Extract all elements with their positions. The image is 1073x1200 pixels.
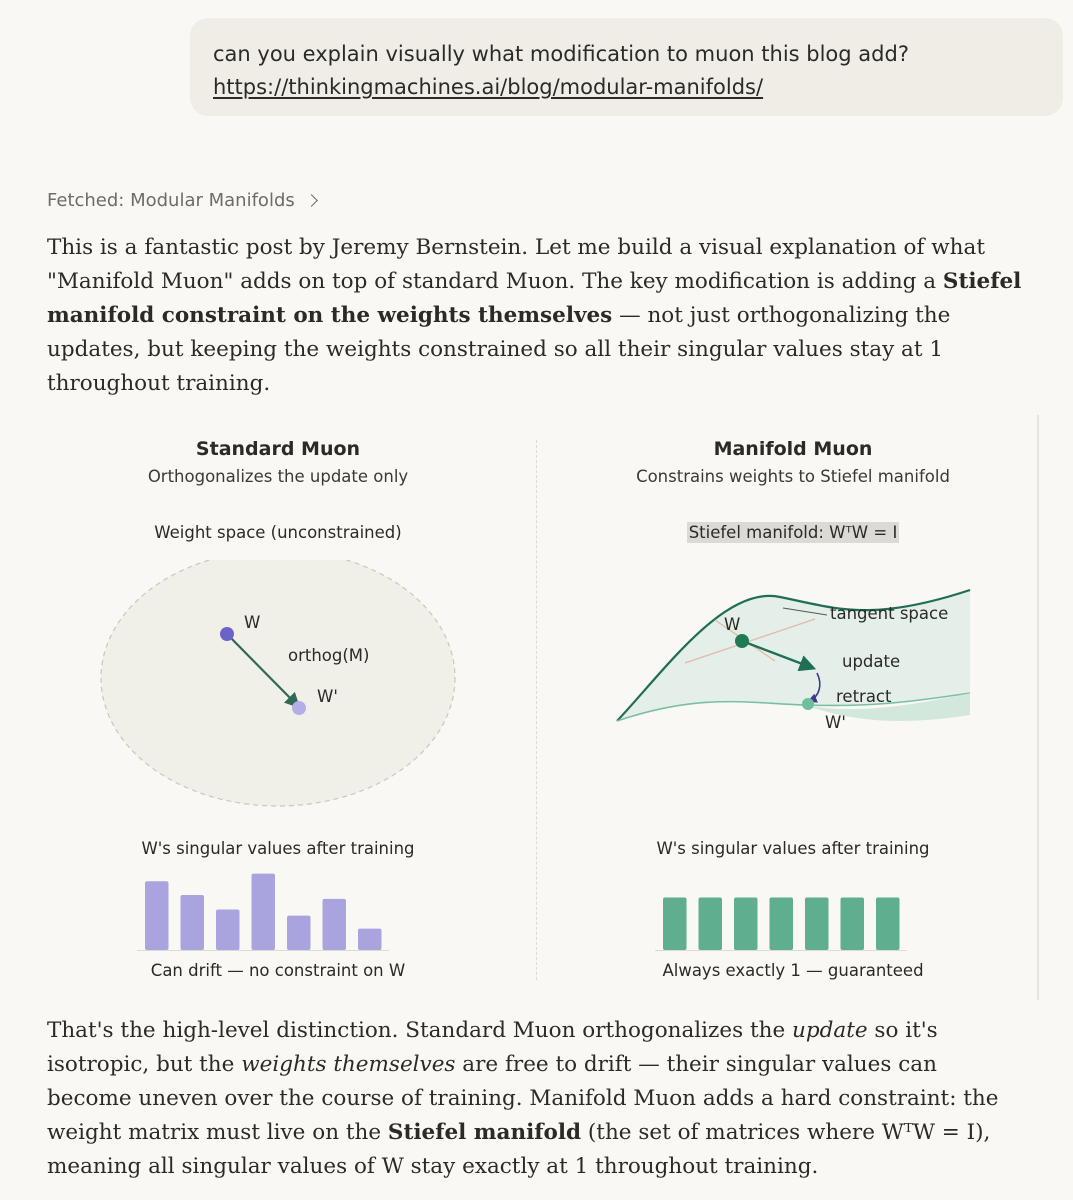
user-message-text: can you explain visually what modification to muon this blog add? xyxy=(213,42,909,66)
fetched-result-toggle[interactable] xyxy=(47,190,316,211)
user-message-bubble xyxy=(190,18,1063,116)
w-label: W xyxy=(244,613,261,632)
singular-value-bar xyxy=(358,929,382,950)
singular-value-bar xyxy=(287,916,311,950)
singular-value-bar xyxy=(145,881,169,950)
text-run: are free to drift — their singular values can become uneven over the course of training. Manifold Muon adds a hard constraint: the weight matrix must live on the xyxy=(47,1052,999,1145)
panel-divider xyxy=(536,440,537,980)
text-run: That's the high-level distinction. Standard Muon orthogonalizes the xyxy=(47,1018,793,1043)
right-panel-title: Manifold Muon xyxy=(713,438,873,460)
singular-value-bar xyxy=(216,910,240,950)
italic-text: update xyxy=(792,1018,868,1043)
chevron-right-icon xyxy=(305,194,318,207)
singular-value-bar xyxy=(323,899,347,950)
w-prime-point xyxy=(292,701,306,715)
response-paragraph-explanation xyxy=(47,1014,1027,1184)
right-chart-title: W's singular values after training xyxy=(656,839,930,858)
orthog-label: orthog(M) xyxy=(288,646,370,665)
w-prime-label: W' xyxy=(825,713,846,732)
singular-value-bar xyxy=(770,898,794,951)
fetched-label: Fetched: Modular Manifolds xyxy=(47,190,295,211)
unconstrained-space-ellipse xyxy=(101,560,455,806)
singular-value-bar xyxy=(734,898,758,951)
left-space-label: Weight space (unconstrained) xyxy=(154,523,402,542)
tangent-space-label: tangent space xyxy=(830,604,949,623)
bold-text: Stiefel manifold constraint on the weights themselves xyxy=(47,269,1022,328)
text-run: (the set of matrices where WᵀW = I), meaning all singular values of W stay exactly at 1 throughout training. xyxy=(47,1120,991,1179)
singular-value-bar xyxy=(252,874,276,950)
w-label: W xyxy=(724,615,741,634)
w-point xyxy=(220,627,234,641)
singular-value-bar xyxy=(181,895,205,950)
left-chart-title: W's singular values after training xyxy=(141,839,415,858)
singular-value-bar xyxy=(876,898,900,951)
right-panel-subtitle: Constrains weights to Stiefel manifold xyxy=(636,467,950,486)
highlighted-text: Stiefel manifold: WᵀW = I xyxy=(688,523,898,542)
text-run: This is a fantastic post by Jeremy Bernstein. Let me build a visual explanation of what "Manifold Muon" adds on top of standard Muon. The key modification is adding a xyxy=(47,235,985,294)
left-chart-caption: Can drift — no constraint on W xyxy=(150,961,406,980)
right-singular-values-chart xyxy=(655,866,907,954)
w-prime-label: W' xyxy=(317,687,338,706)
w-prime-point xyxy=(802,698,814,710)
update-label: update xyxy=(842,652,901,671)
singular-value-bar xyxy=(841,898,865,951)
retract-label: retract xyxy=(836,687,892,706)
weight-space-diagram xyxy=(90,560,470,820)
singular-value-bar xyxy=(663,898,687,951)
text-run: — not just orthogonalizing the updates, but keeping the weights constrained so all their singular values stay at 1 throughout training. xyxy=(47,303,951,396)
singular-value-bar xyxy=(805,898,829,951)
response-paragraph-intro xyxy=(47,231,1027,401)
right-space-label xyxy=(613,523,973,542)
w-point xyxy=(735,634,749,648)
italic-text: weights themselves xyxy=(241,1052,456,1077)
stiefel-manifold-diagram xyxy=(605,575,977,740)
text-run: so it's isotropic, but the xyxy=(47,1018,938,1077)
bold-text: Stiefel manifold xyxy=(387,1120,582,1145)
blog-link[interactable]: https://thinkingmachines.ai/blog/modular-manifolds/ xyxy=(213,75,764,99)
singular-value-bar xyxy=(699,898,723,951)
left-panel-subtitle: Orthogonalizes the update only xyxy=(147,467,409,486)
left-singular-values-chart xyxy=(137,866,389,954)
left-panel-title: Standard Muon xyxy=(195,438,361,460)
right-chart-caption: Always exactly 1 — guaranteed xyxy=(662,961,924,980)
artifact-scrollbar[interactable] xyxy=(1037,415,1039,1000)
